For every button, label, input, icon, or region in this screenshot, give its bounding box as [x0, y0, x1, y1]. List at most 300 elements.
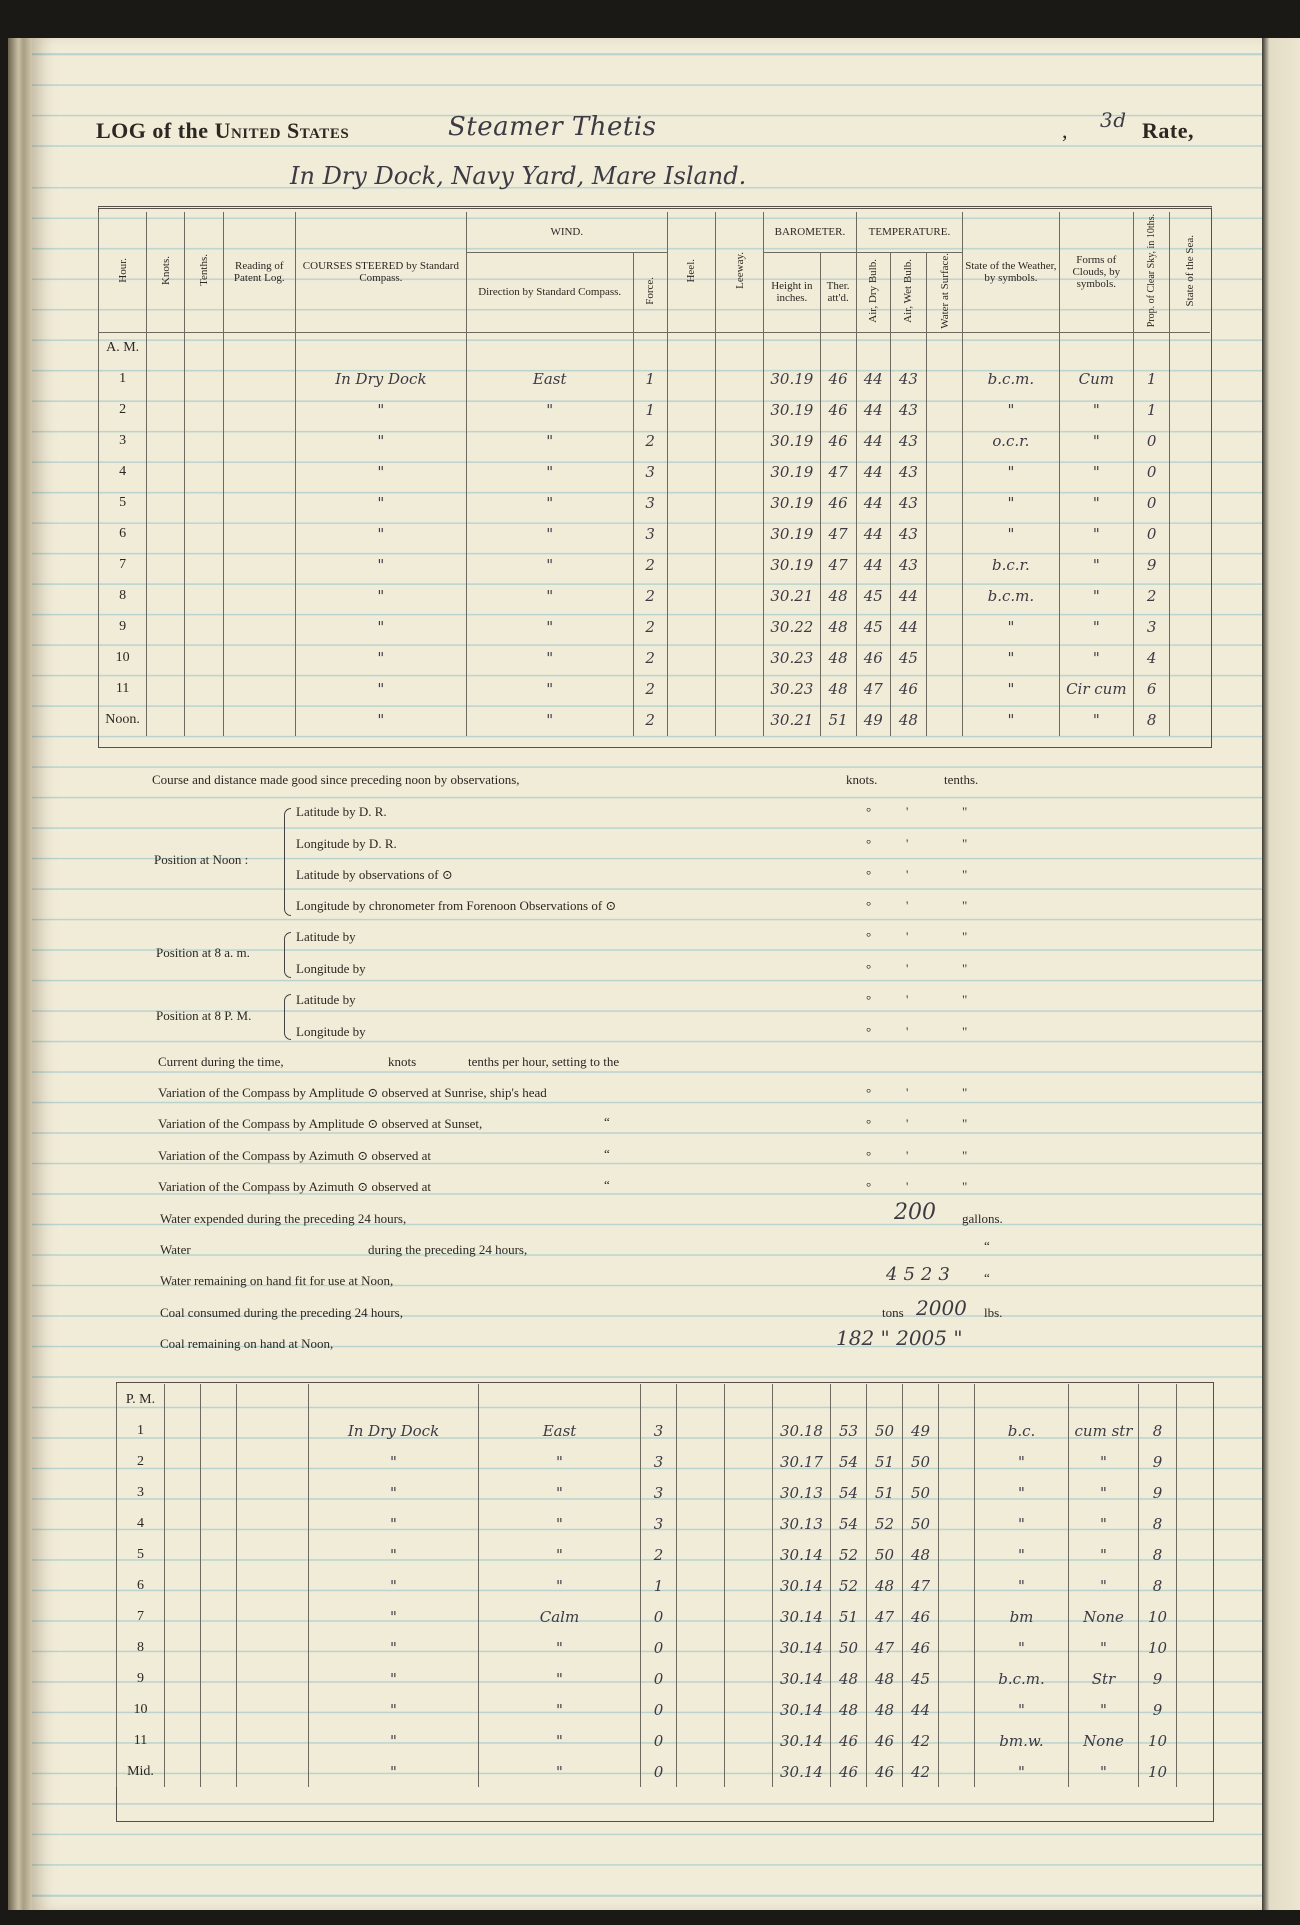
clear-sky-cell: 10: [1139, 1756, 1177, 1787]
knots-cell: [165, 1756, 201, 1787]
weather-cell: ": [963, 395, 1059, 426]
clouds-cell: ": [1059, 612, 1133, 643]
tenths-cell: [185, 364, 223, 395]
wind-direction-cell: ": [479, 1694, 641, 1725]
wet-bulb-cell: 43: [890, 488, 926, 519]
sea-state-cell: [1170, 457, 1210, 488]
table-row: [117, 1694, 1215, 1725]
clouds-cell: ": [1069, 1694, 1139, 1725]
coal-consumed-label: Coal consumed during the preceding 24 hours,: [160, 1305, 403, 1320]
col-tenths: Tenths.: [185, 212, 223, 332]
wind-force-cell: 2: [633, 705, 667, 736]
pm-label-row: [117, 1384, 1215, 1415]
sea-state-cell: [1177, 1477, 1215, 1508]
heel-cell: [667, 550, 715, 581]
empty-cell: [867, 1384, 903, 1415]
heel-cell: [677, 1477, 725, 1508]
leeway-cell: [725, 1756, 773, 1787]
heel-cell: [677, 1694, 725, 1725]
knots-cell: [147, 643, 185, 674]
clear-sky-cell: 10: [1139, 1632, 1177, 1663]
wet-bulb-cell: 45: [890, 643, 926, 674]
table-row: [117, 1725, 1215, 1756]
empty-cell: [1059, 332, 1133, 364]
tons-label: tons: [882, 1305, 904, 1320]
clouds-cell: Cir cum: [1059, 674, 1133, 705]
leeway-cell: [716, 364, 764, 395]
wet-bulb-cell: 50: [903, 1508, 939, 1539]
course-cell: ": [309, 1663, 479, 1694]
water-temp-cell: [927, 643, 963, 674]
baro-height-cell: 30.19: [764, 519, 820, 550]
course-cell: ": [295, 581, 466, 612]
clouds-cell: Cum: [1059, 364, 1133, 395]
table-row: [117, 1663, 1215, 1694]
course-cell: ": [295, 519, 466, 550]
baro-height-cell: 30.14: [773, 1663, 831, 1694]
wind-force-cell: 0: [641, 1756, 677, 1787]
clouds-cell: ": [1059, 550, 1133, 581]
wet-bulb-cell: 48: [903, 1539, 939, 1570]
knots-cell: [147, 550, 185, 581]
baro-ther-cell: 48: [820, 581, 856, 612]
knots-cell: [147, 395, 185, 426]
clear-sky-cell: 3: [1134, 612, 1170, 643]
placeholder-deg: °: [866, 1085, 872, 1100]
sea-state-cell: [1170, 674, 1210, 705]
col-wet-bulb: Air, Wet Bulb.: [890, 253, 926, 333]
water-temp-cell: [939, 1415, 975, 1446]
hour-cell: 2: [99, 395, 147, 426]
dry-bulb-cell: 51: [867, 1477, 903, 1508]
leeway-cell: [716, 705, 764, 736]
hour-cell: 11: [117, 1725, 165, 1756]
empty-cell: [716, 332, 764, 364]
wind-direction-cell: ": [466, 643, 633, 674]
knots-cell: [165, 1663, 201, 1694]
table-row: [99, 457, 1211, 488]
pm8-lon-label: Longitude by: [296, 1024, 366, 1039]
table-row: [117, 1415, 1215, 1446]
wind-direction-cell: ": [479, 1756, 641, 1787]
clear-sky-cell: 9: [1134, 550, 1170, 581]
clouds-cell: ": [1069, 1539, 1139, 1570]
heel-cell: [677, 1663, 725, 1694]
sea-state-cell: [1170, 705, 1210, 736]
wind-force-cell: 3: [633, 488, 667, 519]
knots-cell: [147, 519, 185, 550]
patent-log-cell: [223, 457, 295, 488]
water-temp-cell: [927, 519, 963, 550]
course-cell: ": [295, 643, 466, 674]
clouds-cell: ": [1059, 643, 1133, 674]
clear-sky-cell: 9: [1139, 1663, 1177, 1694]
course-cell: ": [309, 1756, 479, 1787]
empty-cell: [641, 1384, 677, 1415]
placeholder-min: ': [906, 1024, 909, 1039]
wind-direction-cell: East: [479, 1415, 641, 1446]
empty-cell: [147, 332, 185, 364]
empty-cell: [1177, 1384, 1215, 1415]
wind-force-cell: 1: [633, 364, 667, 395]
clear-sky-cell: 9: [1139, 1446, 1177, 1477]
water-temp-cell: [939, 1725, 975, 1756]
weather-cell: ": [963, 705, 1059, 736]
heel-cell: [667, 612, 715, 643]
tenths-cell: [185, 612, 223, 643]
lbs-label: lbs.: [984, 1305, 1003, 1320]
current-label: Current during the time,: [158, 1054, 284, 1069]
dry-bulb-cell: 52: [867, 1508, 903, 1539]
wind-force-cell: 2: [633, 674, 667, 705]
weather-cell: b.c.: [975, 1415, 1069, 1446]
wind-direction-cell: ": [466, 550, 633, 581]
dry-bulb-cell: 44: [856, 550, 890, 581]
water-temp-cell: [939, 1632, 975, 1663]
leeway-cell: [716, 581, 764, 612]
dry-bulb-cell: 47: [867, 1601, 903, 1632]
location-note: In Dry Dock, Navy Yard, Mare Island.: [290, 162, 747, 190]
water-during-label: during the preceding 24 hours,: [368, 1242, 528, 1257]
hour-cell: 6: [117, 1570, 165, 1601]
col-sea: State of the Sea.: [1170, 212, 1210, 332]
wind-direction-cell: ": [479, 1508, 641, 1539]
water-expended-label: Water expended during the preceding 24 hours,: [160, 1211, 407, 1226]
baro-height-cell: 30.14: [773, 1756, 831, 1787]
table-row: [99, 550, 1211, 581]
placeholder-deg: °: [866, 992, 872, 1007]
patent-log-cell: [223, 519, 295, 550]
leeway-cell: [716, 674, 764, 705]
placeholder-min: ': [906, 804, 909, 819]
wind-direction-cell: East: [466, 364, 633, 395]
table-row: [99, 612, 1211, 643]
baro-ther-cell: 46: [820, 426, 856, 457]
clear-sky-cell: 9: [1139, 1477, 1177, 1508]
wind-direction-cell: ": [466, 488, 633, 519]
baro-ther-cell: 48: [820, 612, 856, 643]
baro-ther-cell: 47: [820, 519, 856, 550]
wind-force-cell: 3: [641, 1446, 677, 1477]
clear-sky-cell: 0: [1134, 457, 1170, 488]
water-temp-cell: [939, 1570, 975, 1601]
baro-height-cell: 30.21: [764, 581, 820, 612]
clouds-cell: ": [1059, 519, 1133, 550]
patent-log-cell: [237, 1539, 309, 1570]
placeholder-min: ': [906, 898, 909, 913]
var-azimuth-label-1: Variation of the Compass by Azimuth ⊙ observed at: [158, 1148, 432, 1163]
wet-bulb-cell: 45: [903, 1663, 939, 1694]
empty-cell: [223, 332, 295, 364]
lat-dr-label: Latitude by D. R.: [296, 804, 387, 819]
table-row: [99, 674, 1211, 705]
pm-rows: [117, 1384, 1215, 1787]
tenths-cell: [185, 395, 223, 426]
leeway-cell: [725, 1508, 773, 1539]
col-clear-sky: Prop. of Clear Sky, in 10ths.: [1134, 212, 1170, 332]
table-row: [99, 705, 1211, 736]
wind-force-cell: 3: [641, 1508, 677, 1539]
empty-cell: [856, 332, 890, 364]
knots-cell: [165, 1508, 201, 1539]
wet-bulb-cell: 43: [890, 426, 926, 457]
clear-sky-cell: 10: [1139, 1725, 1177, 1756]
sea-state-cell: [1177, 1725, 1215, 1756]
col-baro-height: Height in inches.: [764, 253, 820, 333]
leeway-cell: [716, 519, 764, 550]
am8-brace: [284, 932, 291, 978]
am8-lat-label: Latitude by: [296, 929, 356, 944]
title-comma: ,: [1062, 118, 1068, 143]
dry-bulb-cell: 46: [867, 1725, 903, 1756]
placeholder-deg: °: [866, 1148, 872, 1163]
weather-cell: ": [975, 1446, 1069, 1477]
baro-ther-cell: 51: [831, 1601, 867, 1632]
leeway-cell: [725, 1415, 773, 1446]
clear-sky-cell: 1: [1134, 395, 1170, 426]
water-temp-cell: [939, 1663, 975, 1694]
wet-bulb-cell: 44: [903, 1694, 939, 1725]
clouds-cell: ": [1059, 488, 1133, 519]
water-temp-cell: [939, 1694, 975, 1725]
sea-state-cell: [1177, 1446, 1215, 1477]
leeway-cell: [716, 612, 764, 643]
course-cell: ": [295, 674, 466, 705]
wet-bulb-cell: 50: [903, 1477, 939, 1508]
heel-cell: [667, 426, 715, 457]
hour-cell: Noon.: [99, 705, 147, 736]
table-row: [99, 488, 1211, 519]
baro-ther-cell: 48: [820, 643, 856, 674]
sea-state-cell: [1177, 1694, 1215, 1725]
dry-bulb-cell: 47: [856, 674, 890, 705]
weather-cell: ": [975, 1508, 1069, 1539]
baro-ther-cell: 51: [820, 705, 856, 736]
course-cell: ": [295, 612, 466, 643]
col-clouds: Forms of Clouds, by symbols.: [1059, 212, 1133, 332]
dry-bulb-cell: 45: [856, 581, 890, 612]
col-temperature: TEMPERATURE.: [856, 212, 963, 253]
patent-log-cell: [237, 1632, 309, 1663]
tenths-cell: [201, 1663, 237, 1694]
empty-cell: [1134, 332, 1170, 364]
pm8-brace: [284, 994, 291, 1040]
position-8pm-label: Position at 8 P. M.: [156, 1008, 252, 1023]
wet-bulb-cell: 46: [890, 674, 926, 705]
course-cell: ": [309, 1694, 479, 1725]
wet-bulb-cell: 46: [903, 1632, 939, 1663]
wind-direction-cell: ": [479, 1725, 641, 1756]
empty-cell: [295, 332, 466, 364]
current-tenths-label: tenths per hour, setting to the: [468, 1054, 620, 1069]
patent-log-cell: [237, 1756, 309, 1787]
water-temp-cell: [927, 674, 963, 705]
water-temp-cell: [927, 457, 963, 488]
placeholder-min: ': [906, 1116, 909, 1131]
lon-dr-label: Longitude by D. R.: [296, 836, 397, 851]
water-temp-cell: [927, 581, 963, 612]
clear-sky-cell: 8: [1139, 1539, 1177, 1570]
water-temp-cell: [927, 395, 963, 426]
water-temp-cell: [939, 1508, 975, 1539]
weather-cell: b.c.m.: [963, 581, 1059, 612]
wind-force-cell: 0: [641, 1601, 677, 1632]
gallons-label: gallons.: [962, 1211, 1003, 1226]
table-row: [99, 581, 1211, 612]
leeway-cell: [725, 1632, 773, 1663]
knots-cell: [147, 612, 185, 643]
am-section-label: A. M.: [99, 332, 147, 364]
dry-bulb-cell: 51: [867, 1446, 903, 1477]
wind-direction-cell: ": [466, 457, 633, 488]
col-hour: Hour.: [99, 212, 147, 332]
placeholder-sec: ": [962, 1085, 968, 1100]
leeway-cell: [716, 488, 764, 519]
placeholder-deg: °: [866, 961, 872, 976]
clear-sky-cell: 8: [1134, 705, 1170, 736]
empty-cell: [773, 1384, 831, 1415]
wind-direction-cell: ": [479, 1446, 641, 1477]
patent-log-cell: [223, 550, 295, 581]
log-word: LOG: [96, 118, 147, 143]
am8-lon-label: Longitude by: [296, 961, 366, 976]
baro-ther-cell: 47: [820, 550, 856, 581]
am-rows: [99, 332, 1211, 736]
vessel-name: Steamer Thetis: [448, 112, 657, 142]
empty-cell: [820, 332, 856, 364]
baro-height-cell: 30.14: [773, 1725, 831, 1756]
course-cell: ": [309, 1508, 479, 1539]
knots-cell: [147, 705, 185, 736]
wind-direction-cell: ": [466, 674, 633, 705]
patent-log-cell: [223, 488, 295, 519]
tenths-cell: [201, 1725, 237, 1756]
weather-cell: bm: [975, 1601, 1069, 1632]
tenths-cell: [185, 643, 223, 674]
sea-state-cell: [1177, 1539, 1215, 1570]
weather-cell: ": [963, 643, 1059, 674]
sea-state-cell: [1177, 1508, 1215, 1539]
united-states-word: United States: [214, 118, 350, 143]
wind-force-cell: 1: [633, 395, 667, 426]
baro-ther-cell: 46: [820, 364, 856, 395]
placeholder-deg: °: [866, 1179, 872, 1194]
hour-cell: 1: [99, 364, 147, 395]
table-row: [99, 395, 1211, 426]
empty-cell: [963, 332, 1059, 364]
col-knots: Knots.: [147, 212, 185, 332]
heel-cell: [667, 705, 715, 736]
empty-cell: [479, 1384, 641, 1415]
knots-cell: [165, 1694, 201, 1725]
baro-ther-cell: 46: [820, 395, 856, 426]
clouds-cell: cum str: [1069, 1415, 1139, 1446]
baro-height-cell: 30.13: [773, 1477, 831, 1508]
patent-log-cell: [223, 395, 295, 426]
dry-bulb-cell: 50: [867, 1415, 903, 1446]
var-azimuth-label-2: Variation of the Compass by Azimuth ⊙ observed at: [158, 1179, 432, 1194]
wind-direction-cell: ": [479, 1570, 641, 1601]
dry-bulb-cell: 47: [867, 1632, 903, 1663]
baro-ther-cell: 54: [831, 1446, 867, 1477]
knots-cell: [165, 1601, 201, 1632]
clouds-cell: ": [1069, 1508, 1139, 1539]
baro-height-cell: 30.18: [773, 1415, 831, 1446]
baro-height-cell: 30.19: [764, 395, 820, 426]
wind-force-cell: 2: [633, 612, 667, 643]
book-gutter: [8, 38, 34, 1910]
position-8am-label: Position at 8 a. m.: [156, 945, 250, 960]
dry-bulb-cell: 50: [867, 1539, 903, 1570]
weather-cell: ": [975, 1570, 1069, 1601]
water-temp-cell: [927, 705, 963, 736]
leeway-cell: [725, 1446, 773, 1477]
wet-bulb-cell: 43: [890, 457, 926, 488]
empty-cell: [237, 1384, 309, 1415]
sea-state-cell: [1170, 519, 1210, 550]
table-row: [117, 1539, 1215, 1570]
baro-height-cell: 30.17: [773, 1446, 831, 1477]
leeway-cell: [716, 550, 764, 581]
sea-state-cell: [1170, 612, 1210, 643]
clear-sky-cell: 2: [1134, 581, 1170, 612]
placeholder-sec: ": [962, 1179, 968, 1194]
clouds-cell: Str: [1069, 1663, 1139, 1694]
hour-cell: 9: [99, 612, 147, 643]
placeholder-sec: ": [962, 804, 968, 819]
dry-bulb-cell: 44: [856, 457, 890, 488]
empty-cell: [309, 1384, 479, 1415]
placeholder-deg: °: [866, 836, 872, 851]
lat-obs-label: Latitude by observations of ⊙: [296, 867, 453, 882]
patent-log-cell: [237, 1508, 309, 1539]
clear-sky-cell: 0: [1134, 426, 1170, 457]
baro-ther-cell: 46: [831, 1756, 867, 1787]
empty-cell: [667, 332, 715, 364]
sea-state-cell: [1177, 1756, 1215, 1787]
tenths-cell: [201, 1415, 237, 1446]
hour-cell: 5: [99, 488, 147, 519]
wind-force-cell: 2: [633, 643, 667, 674]
sea-state-cell: [1170, 581, 1210, 612]
placeholder-sec: ": [962, 961, 968, 976]
wet-bulb-cell: 42: [903, 1725, 939, 1756]
heel-cell: [667, 457, 715, 488]
baro-height-cell: 30.19: [764, 457, 820, 488]
empty-cell: [633, 332, 667, 364]
tenths-cell: [201, 1539, 237, 1570]
leeway-cell: [725, 1694, 773, 1725]
var-sunset-label: Variation of the Compass by Amplitude ⊙ observed at Sunset,: [158, 1116, 483, 1131]
heel-cell: [677, 1508, 725, 1539]
wind-direction-cell: ": [466, 395, 633, 426]
empty-cell: [466, 332, 633, 364]
knots-cell: [165, 1446, 201, 1477]
patent-log-cell: [223, 426, 295, 457]
col-weather: State of the Weather, by symbols.: [963, 212, 1059, 332]
heel-cell: [667, 581, 715, 612]
placeholder-deg: °: [866, 867, 872, 882]
empty-cell: [927, 332, 963, 364]
empty-cell: [1170, 332, 1210, 364]
hour-cell: 5: [117, 1539, 165, 1570]
placeholder-deg: °: [866, 1116, 872, 1131]
empty-cell: [201, 1384, 237, 1415]
empty-cell: [1069, 1384, 1139, 1415]
patent-log-cell: [223, 674, 295, 705]
sea-state-cell: [1177, 1601, 1215, 1632]
course-cell: ": [309, 1539, 479, 1570]
